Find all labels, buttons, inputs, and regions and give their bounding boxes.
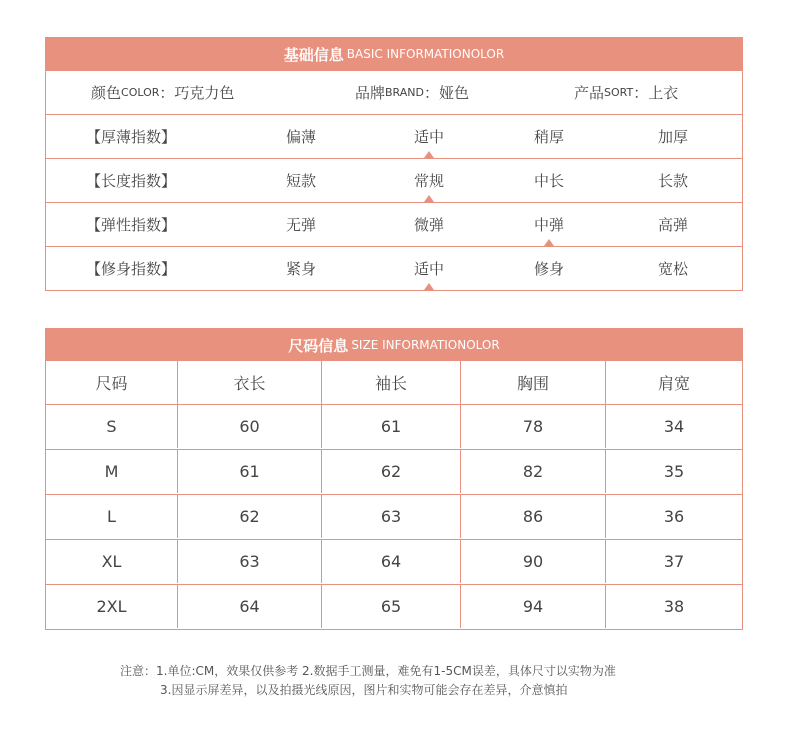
basic-info-title-cn: 基础信息 bbox=[283, 45, 344, 64]
index-option: 中长 bbox=[533, 172, 564, 190]
index-option: 短款 bbox=[285, 172, 316, 190]
index-option: 无弹 bbox=[285, 216, 316, 234]
size-cell: M bbox=[104, 462, 119, 481]
size-header-cell: 胸围 bbox=[460, 361, 605, 404]
sort-label-en: SORT bbox=[604, 86, 634, 99]
size-header-cell: 衣长 bbox=[177, 361, 321, 404]
brand-value: 娅色 bbox=[439, 84, 470, 102]
brand-label: 品牌 bbox=[355, 84, 386, 102]
size-cell: 35 bbox=[605, 450, 742, 493]
size-cell: 86 bbox=[460, 495, 605, 538]
size-table-row bbox=[46, 494, 742, 539]
size-cell: 34 bbox=[605, 405, 742, 448]
index-row bbox=[46, 246, 742, 290]
sort-label: 产品 bbox=[574, 84, 605, 102]
index-option: 宽松 bbox=[657, 260, 688, 278]
size-header-cell: 尺码 bbox=[95, 374, 128, 393]
size-cell: 78 bbox=[460, 405, 605, 448]
selected-marker-icon bbox=[424, 283, 434, 290]
color-info: 颜色 COLOR ： 巧克力色 bbox=[91, 84, 235, 102]
note-line-2: 3.因显示屏差异，以及拍摄光线原因，图片和实物可能会存在差异，介意慎拍 bbox=[160, 683, 568, 697]
size-cell: 65 bbox=[321, 585, 460, 628]
size-table-row bbox=[46, 404, 742, 449]
size-cell: 90 bbox=[460, 540, 605, 583]
size-cell: 61 bbox=[177, 450, 321, 493]
size-header-cell: 肩宽 bbox=[605, 361, 742, 404]
size-cell: L bbox=[107, 507, 116, 526]
index-row bbox=[46, 202, 742, 246]
size-cell: 61 bbox=[321, 405, 460, 448]
size-table-row bbox=[46, 449, 742, 494]
size-info-header bbox=[46, 329, 742, 361]
color-label: 颜色 bbox=[91, 84, 122, 102]
size-table-header bbox=[46, 361, 742, 404]
size-cell: 60 bbox=[177, 405, 321, 448]
size-cell: 36 bbox=[605, 495, 742, 538]
size-cell: 38 bbox=[605, 585, 742, 628]
sort-value: 上衣 bbox=[648, 84, 679, 102]
index-option: 紧身 bbox=[285, 260, 316, 278]
size-cell: 63 bbox=[321, 495, 460, 538]
index-option: 修身 bbox=[533, 260, 564, 278]
size-info-panel bbox=[45, 328, 743, 630]
index-option: 微弹 bbox=[413, 216, 444, 234]
size-cell: 2XL bbox=[96, 597, 127, 616]
basic-info-header bbox=[46, 38, 742, 70]
index-row bbox=[46, 114, 742, 158]
index-name: 【长度指数】 bbox=[85, 172, 176, 190]
brand-label-en: BRAND bbox=[385, 86, 424, 99]
selected-marker-icon bbox=[544, 239, 554, 246]
sort-info: 产品 SORT ： 上衣 bbox=[574, 84, 679, 102]
index-option: 高弹 bbox=[657, 216, 688, 234]
size-cell: S bbox=[106, 417, 117, 436]
index-option: 适中 bbox=[413, 260, 444, 278]
size-header-cell: 袖长 bbox=[321, 361, 460, 404]
size-cell: 82 bbox=[460, 450, 605, 493]
size-cell: XL bbox=[101, 552, 122, 571]
size-table-row bbox=[46, 584, 742, 629]
index-option: 偏薄 bbox=[285, 128, 316, 146]
size-table-row bbox=[46, 539, 742, 584]
color-label-en: COLOR bbox=[121, 86, 160, 99]
index-row bbox=[46, 158, 742, 202]
size-cell: 94 bbox=[460, 585, 605, 628]
selected-marker-icon bbox=[424, 151, 434, 158]
index-name: 【修身指数】 bbox=[85, 260, 176, 278]
color-value: 巧克力色 bbox=[174, 84, 235, 102]
index-name: 【厚薄指数】 bbox=[85, 128, 176, 146]
index-option: 稍厚 bbox=[533, 128, 564, 146]
note-line-1: 注意：1.单位:CM，效果仅供参考 2.数据手工测量，难免有1-5CM误差，具体尺寸以实物为准 bbox=[120, 664, 616, 678]
index-option: 常规 bbox=[413, 172, 444, 190]
brand-info: 品牌 BRAND ： 娅色 bbox=[355, 84, 470, 102]
index-option: 加厚 bbox=[657, 128, 688, 146]
index-option: 中弹 bbox=[533, 216, 564, 234]
size-cell: 64 bbox=[321, 540, 460, 583]
size-info-title-cn: 尺码信息 bbox=[288, 336, 349, 355]
product-info-row bbox=[46, 70, 742, 114]
basic-info-title-en: BASIC INFORMATIONOLOR bbox=[346, 47, 505, 61]
index-option: 适中 bbox=[413, 128, 444, 146]
size-cell: 62 bbox=[177, 495, 321, 538]
size-cell: 63 bbox=[177, 540, 321, 583]
index-option: 长款 bbox=[657, 172, 688, 190]
size-cell: 64 bbox=[177, 585, 321, 628]
size-info-title-en: SIZE INFORMATIONOLOR bbox=[351, 338, 500, 352]
size-cell: 37 bbox=[605, 540, 742, 583]
size-cell: 62 bbox=[321, 450, 460, 493]
selected-marker-icon bbox=[424, 195, 434, 202]
index-name: 【弹性指数】 bbox=[85, 216, 176, 234]
basic-info-panel bbox=[45, 37, 743, 291]
